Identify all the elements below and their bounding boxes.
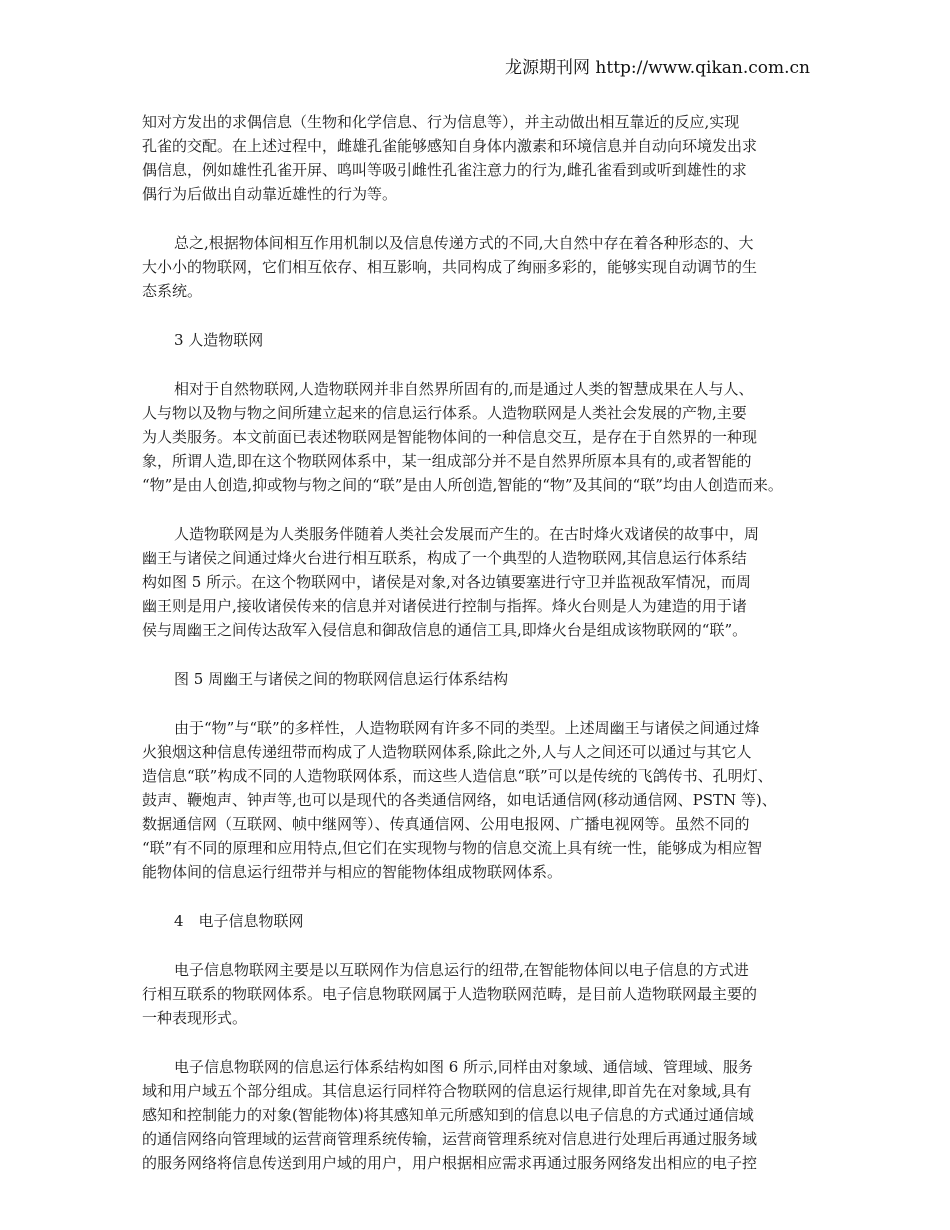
text-line: 侯与周幽王之间传达敌军入侵信息和御敌信息的通信工具,即烽火台是组成该物联网的“联”。 <box>142 621 748 639</box>
text-line: 象，所谓人造,即在这个物联网体系中，某一组成部分并不是自然界所原本具有的,或者智能的 <box>142 452 752 470</box>
text-line: 3 人造物联网 <box>174 331 264 349</box>
text-line: 感知和控制能力的对象(智能物体)将其感知单元所感知到的信息以电子信息的方式通过通信域 <box>142 1106 754 1124</box>
text-line: 幽王则是用户,接收诸侯传来的信息并对诸侯进行控制与指挥。烽火台则是人为建造的用于诸 <box>142 597 747 615</box>
text-line: 为人类服务。本文前面已表述物联网是智能物体间的一种信息交互，是存在于自然界的一种现 <box>142 428 758 446</box>
paragraph <box>142 667 818 691</box>
text-line: 电子信息物联网主要是以互联网作为信息运行的纽带,在智能物体间以电子信息的方式进 <box>174 961 749 979</box>
text-line: 造信息“联”构成不同的人造物联网体系，而这些人造信息“联”可以是传统的飞鸽传书、孔明灯、 <box>142 767 773 785</box>
text-line: 构如图 5 所示。在这个物联网中，诸侯是对象,对各边镇要塞进行守卫并监视敌军情况，而周 <box>142 573 751 591</box>
text-line: 4 电子信息物联网 <box>174 912 304 930</box>
text-line: 的通信网络向管理域的运营商管理系统传输，运营商管理系统对信息进行处理后再通过服务域 <box>142 1130 758 1148</box>
paragraph <box>142 958 818 1030</box>
text-line: 由于“物”与“联”的多样性，人造物联网有许多不同的类型。上述周幽王与诸侯之间通过烽 <box>174 719 760 737</box>
text-line: 人与物以及物与物之间所建立起来的信息运行体系。人造物联网是人类社会发展的产物,主要 <box>142 404 747 422</box>
text-line: 态系统。 <box>142 282 203 300</box>
text-line: 偶信息，例如雄性孔雀开屏、鸣叫等吸引雌性孔雀注意力的行为,雌孔雀看到或听到雄性的求 <box>142 161 747 179</box>
paragraph <box>142 377 818 497</box>
text-line: 人造物联网是为人类服务伴随着人类社会发展而产生的。在古时烽火戏诸侯的故事中，周 <box>174 525 760 543</box>
text-line: 域和用户域五个部分组成。其信息运行同样符合物联网的信息运行规律,即首先在对象域,具有 <box>142 1082 752 1100</box>
paragraph <box>142 110 818 206</box>
text-line: 大小小的物联网，它们相互依存、相互影响，共同构成了绚丽多彩的，能够实现自动调节的生 <box>142 258 758 276</box>
paragraph <box>142 909 818 933</box>
text-line: 知对方发出的求偶信息（生物和化学信息、行为信息等），并主动做出相互靠近的反应,实现 <box>142 113 740 131</box>
article-body <box>142 110 818 1200</box>
text-line: 电子信息物联网的信息运行体系结构如图 6 所示,同样由对象域、通信域、管理域、服务 <box>174 1058 753 1076</box>
text-line: 数据通信网（互联网、帧中继网等）、传真通信网、公用电报网、广播电视网等。虽然不同的 <box>142 815 750 833</box>
journal-site-header: 龙源期刊网 http://www.qikan.com.cn <box>505 58 810 78</box>
text-line: 行相互联系的物联网体系。电子信息物联网属于人造物联网范畴，是目前人造物联网最主要的 <box>142 985 758 1003</box>
paragraph <box>142 716 818 884</box>
paragraph <box>142 1055 818 1175</box>
text-line: 能物体间的信息运行纽带并与相应的智能物体组成物联网体系。 <box>142 863 563 881</box>
text-line: 的服务网络将信息传送到用户域的用户，用户根据相应需求再通过服务网络发出相应的电子控 <box>142 1154 758 1172</box>
text-line: 图 5 周幽王与诸侯之间的物联网信息运行体系结构 <box>174 670 509 688</box>
text-line: 火狼烟这种信息传递纽带而构成了人造物联网体系,除此之外,人与人之间还可以通过与其它人 <box>142 743 752 761</box>
text-line: 鼓声、鞭炮声、钟声等,也可以是现代的各类通信网络，如电话通信网(移动通信网、PSTN 等)、 <box>142 791 777 809</box>
text-line: “物”是由人创造,抑或物与物之间的“联”是由人所创造,智能的“物”及其间的“联”均由人创造而来。 <box>142 476 783 494</box>
paragraph <box>142 522 818 642</box>
paragraph <box>142 231 818 303</box>
text-line: 幽王与诸侯之间通过烽火台进行相互联系，构成了一个典型的人造物联网,其信息运行体系结 <box>142 549 747 567</box>
text-line: “联”有不同的原理和应用特点,但它们在实现物与物的信息交流上具有统一性，能够成为相应智 <box>142 839 763 857</box>
text-line: 相对于自然物联网,人造物联网并非自然界所固有的,而是通过人类的智慧成果在人与人、 <box>174 380 754 398</box>
text-line: 总之,根据物体间相互作用机制以及信息传递方式的不同,大自然中存在着各种形态的、大 <box>174 234 754 252</box>
text-line: 一种表现形式。 <box>142 1009 248 1027</box>
text-line: 偶行为后做出自动靠近雄性的行为等。 <box>142 185 398 203</box>
text-line: 孔雀的交配。在上述过程中，雌雄孔雀能够感知自身体内激素和环境信息并自动向环境发出求 <box>142 137 758 155</box>
paragraph <box>142 328 818 352</box>
